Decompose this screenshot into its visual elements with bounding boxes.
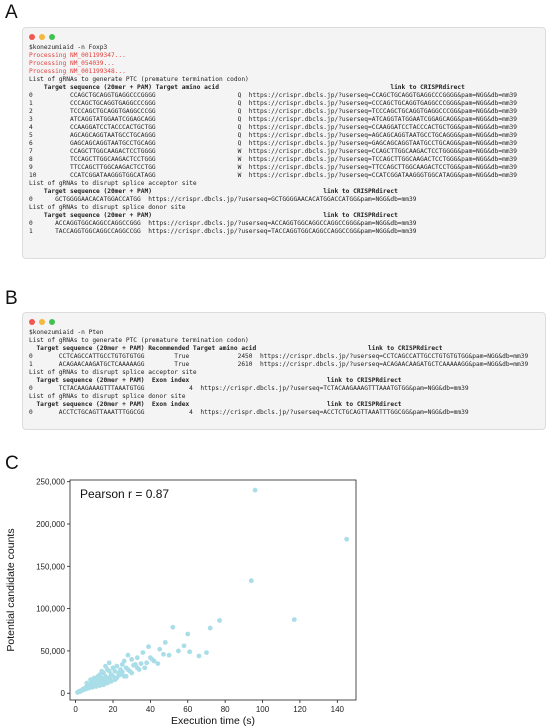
minimize-dot-icon[interactable] — [39, 34, 45, 40]
data-point — [157, 647, 162, 652]
data-point — [142, 665, 147, 670]
terminal-line: Target sequence (20mer + PAM) link to CRISPRdirect — [29, 188, 398, 195]
terminal-line: 6 GAGCAGCAGGTAATGCCTGCAGG Q https://crispr.dbcls.jp/?userseq=GAGCAGCAGGTAATGCCTGCAGG&pam=NGG&db=mm39 — [29, 140, 517, 147]
data-point — [292, 617, 297, 622]
data-point — [129, 657, 134, 662]
y-axis-label: Potential candidate counts — [5, 528, 17, 652]
terminal-line: 4 CCAAGGATCCTACCCACTGCTGG Q https://crispr.dbcls.jp/?userseq=CCAAGGATCCTACCCACTGCTGG&pam=NGG&db=mm39 — [29, 124, 517, 131]
terminal-line: Target sequence (20mer + PAM) Exon index link to CRISPRdirect — [29, 377, 402, 384]
terminal-line: $konezumiaid -n Pten — [29, 329, 104, 336]
data-point — [127, 669, 132, 674]
terminal-line: 10 CCATCGGATAAGGGTGGCATAGG W https://crispr.dbcls.jp/?userseq=CCATCGGATAAGGGTGGCATAGG&pam=NGG&db=mm39 — [29, 172, 517, 179]
x-tick-label: 140 — [330, 705, 344, 714]
data-point — [187, 649, 192, 654]
terminal-line: 0 ACCTCTGCAGTTAAATTTGGCGG 4 https://crispr.dbcls.jp/?userseq=ACCTCTGCAGTTAAATTTGGCGG&pam=NGG&db=mm39 — [29, 409, 469, 416]
y-tick-label: 250,000 — [36, 477, 65, 487]
close-dot-icon[interactable] — [29, 34, 35, 40]
terminal-line: Target sequence (20mer + PAM) Exon index link to CRISPRdirect — [29, 401, 402, 408]
terminal-line: 0 ACCAGGTGGCAGGCCAGGCCGGG https://crispr.dbcls.jp/?userseq=ACCAGGTGGCAGGCCAGGCCGGG&pam=NGG&db=mm39 — [29, 220, 417, 227]
terminal-line: 9 TTCCAGCTTGGCAAGACTCCTGG W https://crispr.dbcls.jp/?userseq=TTCCAGCTTGGCAAGACTCCTGG&pam=NGG&db=mm39 — [29, 164, 517, 171]
y-tick-label: 100,000 — [36, 604, 65, 614]
terminal-line: 1 CCCAGCTGCAGGTGAGGCCCGGG Q https://crispr.dbcls.jp/?userseq=CCCAGCTGCAGGTGAGGCCCGGG&pam=NGG&db=mm39 — [29, 100, 517, 107]
terminal-line: 0 TCTACAAGAAAGTTTAAATGTGG 4 https://crispr.dbcls.jp/?userseq=TCTACAAGAAAGTTTAAATGTGG&pam=NGG&db=mm39 — [29, 385, 469, 392]
data-point — [133, 662, 138, 667]
data-point — [111, 665, 116, 670]
data-point — [344, 537, 349, 542]
terminal-line: Target sequence (20mer + PAM) Recommended Target amino acid link to CRISPRdirect — [29, 345, 443, 352]
data-point — [116, 673, 121, 678]
data-point — [99, 669, 104, 674]
x-axis-label: Execution time (s) — [170, 715, 256, 727]
x-tick-label: 40 — [145, 705, 155, 714]
panel-label-a: A — [5, 2, 18, 23]
terminal-line: 1 TACCAGGTGGCAGGCCAGGCCGG https://crispr.dbcls.jp/?userseq=TACCAGGTGGCAGGCCAGGCCGG&pam=NGG&db=mm39 — [29, 228, 417, 235]
x-tick-label: 80 — [220, 705, 230, 714]
data-point — [170, 625, 175, 630]
x-axis — [73, 700, 344, 714]
x-tick-label: 20 — [108, 705, 118, 714]
data-point — [126, 653, 131, 658]
scatter-chart — [0, 470, 550, 728]
terminal-line: 1 ACAGAACAAGATGCTCAAAAAGG True 2610 https://crispr.dbcls.jp/?userseq=ACAGAACAAGATGCTCAAAAAGG&pam=NGG&db=mm39 — [29, 361, 529, 368]
data-point — [120, 670, 125, 675]
terminal-line: List of gRNAs to disrupt splice donor site — [29, 204, 186, 211]
terminal-line: 0 CCAGCTGCAGGTGAGGCCCGGGG Q https://crispr.dbcls.jp/?userseq=CCAGCTGCAGGTGAGGCCCGGGG&pam=NGG&db=mm39 — [29, 92, 517, 99]
terminal-window-a — [22, 27, 546, 259]
data-point — [84, 681, 89, 686]
data-point — [88, 677, 93, 682]
data-point — [167, 653, 172, 658]
data-point — [139, 661, 144, 666]
terminal-line: Processing NM_054039... — [29, 60, 115, 67]
data-point — [204, 650, 209, 655]
terminal-line: Target sequence (20mer + PAM) Target amino acid link to CRISPRdirect — [29, 84, 465, 91]
data-point — [137, 667, 142, 672]
data-point — [182, 643, 187, 648]
data-point — [107, 660, 112, 665]
terminal-line: 2 TCCCAGCTGCAGGTGAGGCCCGG Q https://crispr.dbcls.jp/?userseq=TCCCAGCTGCAGGTGAGGCCCGG&pam=NGG&db=mm39 — [29, 108, 517, 115]
x-tick-label: 60 — [183, 705, 193, 714]
panel-label-b: B — [5, 288, 18, 309]
y-axis — [36, 478, 70, 699]
data-point — [122, 659, 127, 664]
maximize-dot-icon[interactable] — [49, 34, 55, 40]
terminal-line: Processing NM_001199347... — [29, 52, 126, 59]
scatter-points — [75, 488, 349, 695]
terminal-window-b — [22, 312, 546, 430]
terminal-line: Processing NM_001199348... — [29, 68, 126, 75]
terminal-line: 0 GCTGGGGAACACATGGACCATGG https://crispr.dbcls.jp/?userseq=GCTGGGGAACACATGGACCATGG&pam=NGG&db=mm39 — [29, 196, 417, 203]
terminal-line: List of gRNAs to disrupt splice acceptor site — [29, 180, 197, 187]
terminal-line: List of gRNAs to generate PTC (premature termination codon) — [29, 337, 249, 344]
x-tick-label: 120 — [293, 705, 307, 714]
data-point — [161, 652, 166, 657]
terminal-line: List of gRNAs to disrupt splice donor site — [29, 393, 186, 400]
y-tick-label: 200,000 — [36, 520, 65, 529]
y-tick-label: 50,000 — [40, 646, 65, 656]
data-point — [185, 632, 190, 637]
terminal-line: Target sequence (20mer + PAM) link to CRISPRdirect — [29, 212, 398, 219]
data-point — [135, 655, 140, 660]
terminal-line: $konezumiaid -n Foxp3 — [29, 44, 108, 51]
data-point — [146, 644, 151, 649]
data-point — [208, 626, 213, 631]
data-point — [176, 649, 181, 654]
data-point — [217, 618, 222, 623]
minimize-dot-icon[interactable] — [39, 319, 45, 325]
data-point — [253, 488, 258, 493]
x-tick-label: 0 — [73, 705, 78, 714]
data-point — [150, 657, 155, 662]
data-point — [197, 654, 202, 659]
data-point — [141, 650, 146, 655]
close-dot-icon[interactable] — [29, 319, 35, 325]
y-tick-label: 150,000 — [36, 562, 65, 572]
data-point — [155, 661, 160, 666]
pearson-annotation: Pearson r = 0.87 — [80, 487, 170, 501]
terminal-line: 8 TCCAGCTTGGCAAGACTCCTGGG W https://crispr.dbcls.jp/?userseq=TCCAGCTTGGCAAGACTCCTGGG&pam=NGG&db=mm39 — [29, 156, 517, 163]
maximize-dot-icon[interactable] — [49, 319, 55, 325]
data-point — [103, 664, 108, 669]
data-point — [124, 674, 129, 679]
terminal-line: List of gRNAs to generate PTC (premature termination codon) — [29, 76, 249, 83]
y-tick-label: 0 — [60, 689, 65, 699]
x-tick-label: 100 — [255, 705, 270, 714]
terminal-line: List of gRNAs to disrupt splice acceptor site — [29, 369, 197, 376]
data-point — [249, 578, 254, 583]
data-point — [144, 660, 149, 665]
terminal-line: 5 AGCAGCAGGTAATGCCTGCAGGG Q https://crispr.dbcls.jp/?userseq=AGCAGCAGGTAATGCCTGCAGGG&pam=NGG&db=mm39 — [29, 132, 517, 139]
data-point — [163, 640, 168, 645]
terminal-line: 0 CCTCAGCCATTGCCTGTGTGTGG True 2450 https://crispr.dbcls.jp/?userseq=CCTCAGCCATTGCCTGTGTGTGG&pam=NGG&db=mm39 — [29, 353, 529, 360]
data-point — [108, 675, 113, 680]
terminal-line: 3 ATCAGGTATGGAATCGGAGCAGG Q https://crispr.dbcls.jp/?userseq=ATCAGGTATGGAATCGGAGCAGG&pam=NGG&db=mm39 — [29, 116, 517, 123]
panel-label-c: C — [5, 453, 19, 474]
terminal-line: 7 CCAGCTTGGCAAGACTCCTGGGG W https://crispr.dbcls.jp/?userseq=CCAGCTTGGCAAGACTCCTGGGG&pam=NGG&db=mm39 — [29, 148, 517, 155]
